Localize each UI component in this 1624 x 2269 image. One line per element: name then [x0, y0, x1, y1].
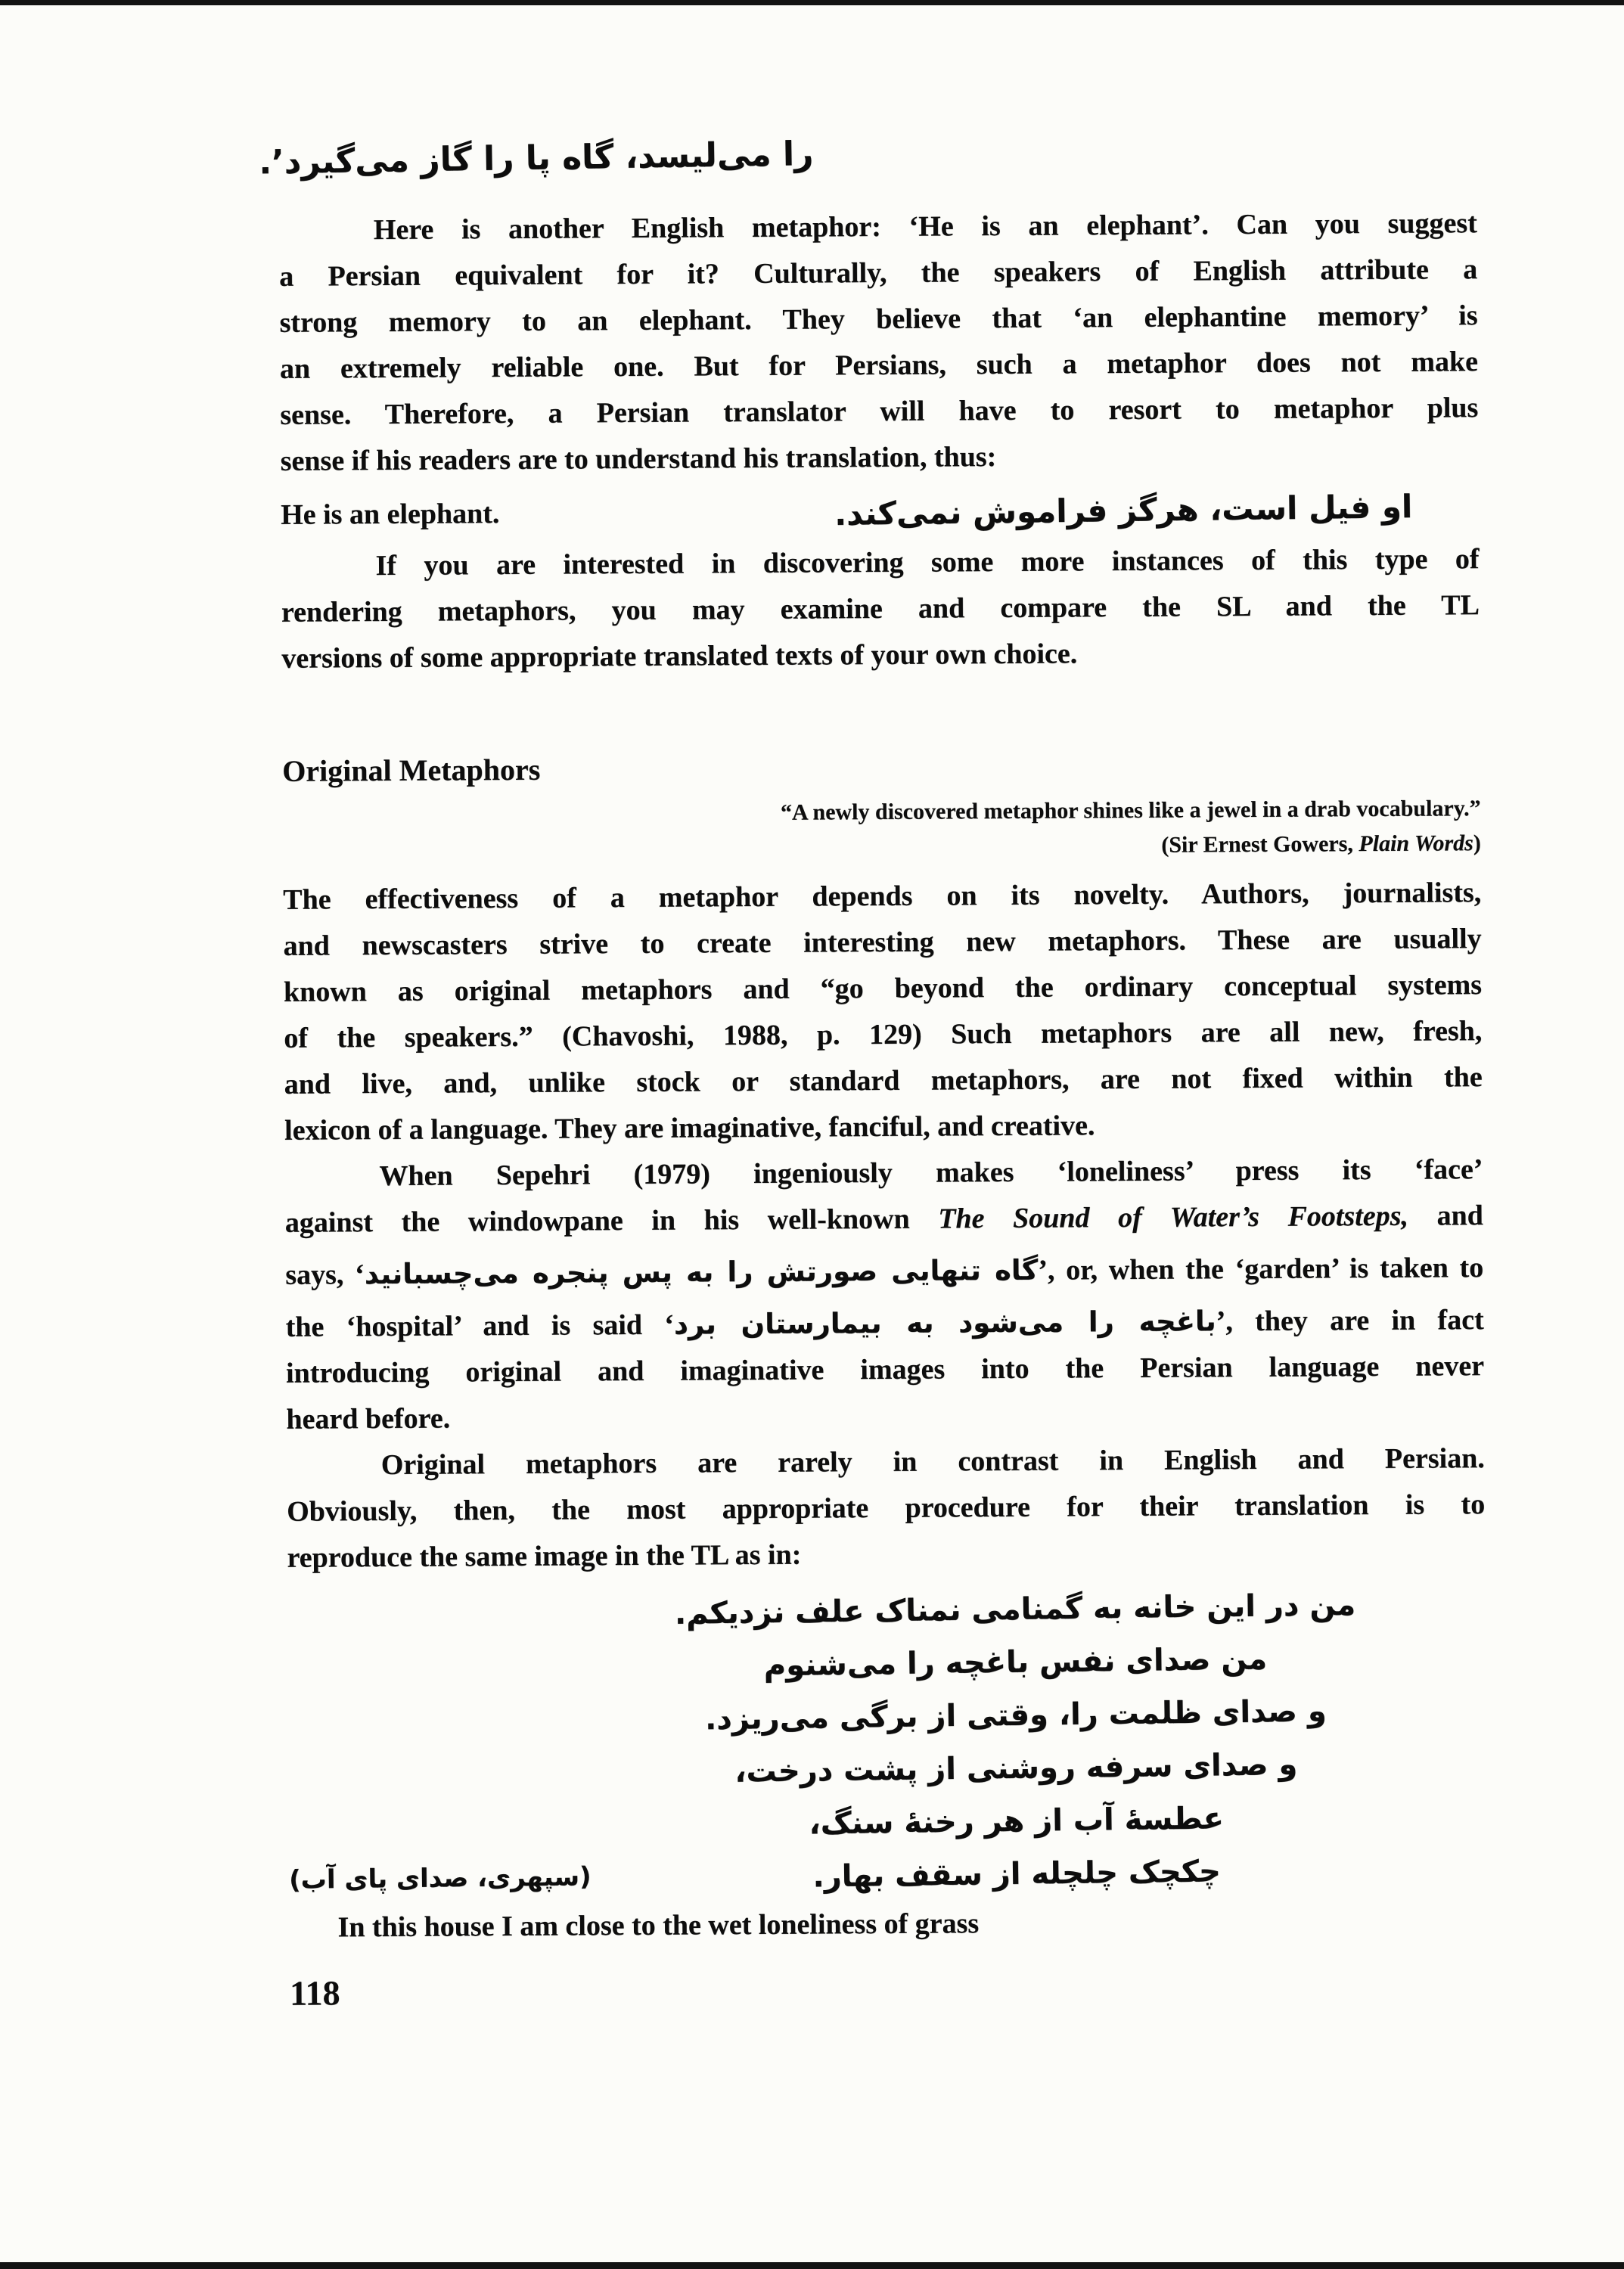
paragraph-line: heard before. — [286, 1402, 451, 1436]
paragraph-line: rendering metaphors, you may examine and compare the SL and the TL — [281, 589, 1480, 629]
paragraph-line: sense. Therefore, a Persian translator will have to resort to metaphor plus — [280, 392, 1479, 431]
poem-attribution: (سپهری، صدای پای آب) — [288, 1861, 592, 1895]
paragraph-line: lexicon of a language. They are imaginative, fanciful, and creative. — [284, 1110, 1095, 1147]
paragraph-line: The effectiveness of a metaphor depends on its novelty. Authors, journalists, — [283, 877, 1482, 916]
attribution-text: (Sir Ernest Gowers, — [1161, 831, 1359, 858]
paragraph-line: If you are interested in discovering some more instances of this type of — [375, 543, 1480, 582]
poem-line: من صدای نفس باغچه را می‌شنوم — [763, 1641, 1268, 1684]
persian-inline-quote: گاه تنهایی صورتش را به پس پنجره می‌چسبانید — [364, 1253, 1039, 1291]
scan-edge-top — [0, 0, 1624, 5]
line-text: the ‘hospital’ and is said ‘ — [285, 1308, 675, 1343]
line-text: ’, or, when the ‘garden’ is taken to — [1038, 1252, 1484, 1287]
poem-last-row — [288, 1845, 1487, 1904]
paragraph-line — [285, 1193, 1483, 1246]
page-content — [258, 123, 1488, 2013]
line-text: says, ‘ — [285, 1259, 365, 1291]
paragraph-line: and newscasters strive to create interesting new metaphors. These are usually — [283, 923, 1482, 962]
paragraph-line: reproduce the same image in the TL as in: — [287, 1538, 802, 1574]
poem-line: من در این خانه به گمنامی نمناک علف نزدیکم. — [674, 1588, 1356, 1631]
paragraph-line: Original metaphors are rarely in contrast in English and Persian. — [380, 1442, 1485, 1482]
section-heading: Original Metaphors — [282, 752, 541, 788]
line-text: and — [1408, 1200, 1483, 1232]
poem-line: عطسهٔ آب از هر رخنهٔ سنگ، — [809, 1801, 1225, 1842]
paragraph-line: a Persian equivalent for it? Culturally, the speakers of English attribute a — [279, 253, 1478, 293]
poem-line: و صدای سرفه روشنی از پشت درخت، — [734, 1747, 1298, 1789]
attribution-italic-title: Plain Words — [1359, 830, 1473, 857]
paragraph-line: and live, and, unlike stock or standard metaphors, are not fixed within the — [284, 1061, 1483, 1100]
epigraph-quote: “A newly discovered metaphor shines like a jewel in a drab vocabulary.” — [780, 796, 1481, 825]
example-english: He is an elephant. — [280, 497, 500, 531]
paragraph-line: Here is another English metaphor: ‘He is an elephant’. Can you suggest — [373, 207, 1477, 247]
paragraph-line: When Sepehri (1979) ingeniously makes ‘loneliness’ press its ‘face’ — [379, 1153, 1483, 1193]
line-text: against the windowpane in his well-known — [284, 1203, 939, 1239]
effectiveness-paragraph — [283, 870, 1483, 1154]
book-title-italic: The Sound of Water’s Footsteps, — [938, 1200, 1409, 1235]
paragraph-line: known as original metaphors and “go beyond the ordinary conceptual systems — [283, 969, 1483, 1008]
epigraph-attribution — [283, 827, 1481, 867]
persian-poem-block — [287, 1580, 1488, 1905]
attribution-text: ) — [1473, 830, 1481, 856]
persian-inline-quote: باغچه را می‌شود به بیمارستان برد — [673, 1305, 1216, 1341]
poem-line: و صدای ظلمت را، وقتی از برگی می‌ریزد. — [704, 1693, 1327, 1737]
paragraph-line: Obviously, then, the most appropriate procedure for their translation is to — [287, 1488, 1486, 1528]
paragraph-line: strong memory to an elephant. They believe that ‘an elephantine memory’ is — [279, 300, 1478, 339]
poem-translation: In this house I am close to the wet loneliness of grass — [337, 1907, 980, 1944]
page-number: 118 — [289, 1973, 340, 2013]
paragraph-line: an extremely reliable one. But for Persians, such a metaphor does not make — [279, 346, 1479, 385]
paragraph-line: versions of some appropriate translated texts of your own choice. — [281, 638, 1078, 675]
paragraph-line: of the speakers.” (Chavoshi, 1988, p. 129) Such metaphors are all new, fresh, — [284, 1015, 1483, 1054]
paragraph-line: sense if his readers are to understand his translation, thus: — [280, 441, 997, 477]
persian-continuation-line: را می‌لیسد، گاه پا را گاز می‌گیرد’. — [258, 135, 814, 182]
paragraph-line: introducing original and imaginative images into the Persian language never — [285, 1350, 1485, 1389]
line-text: ’, they are in fact — [1216, 1304, 1484, 1338]
example-elephant-row — [281, 479, 1479, 544]
example-persian: او فیل است، هرگز فراموش نمی‌کند. — [834, 487, 1413, 532]
sl-tl-paragraph — [281, 536, 1480, 682]
poem-line: چکچک چلچله از سقف بهار. — [812, 1854, 1222, 1895]
contrast-paragraph — [287, 1436, 1486, 1581]
paragraph-line-with-persian — [285, 1239, 1483, 1304]
scan-edge-bottom — [0, 2262, 1624, 2269]
sepehri-paragraph — [284, 1147, 1484, 1443]
intro-paragraph — [279, 200, 1479, 485]
paragraph-line-with-persian — [285, 1296, 1483, 1351]
